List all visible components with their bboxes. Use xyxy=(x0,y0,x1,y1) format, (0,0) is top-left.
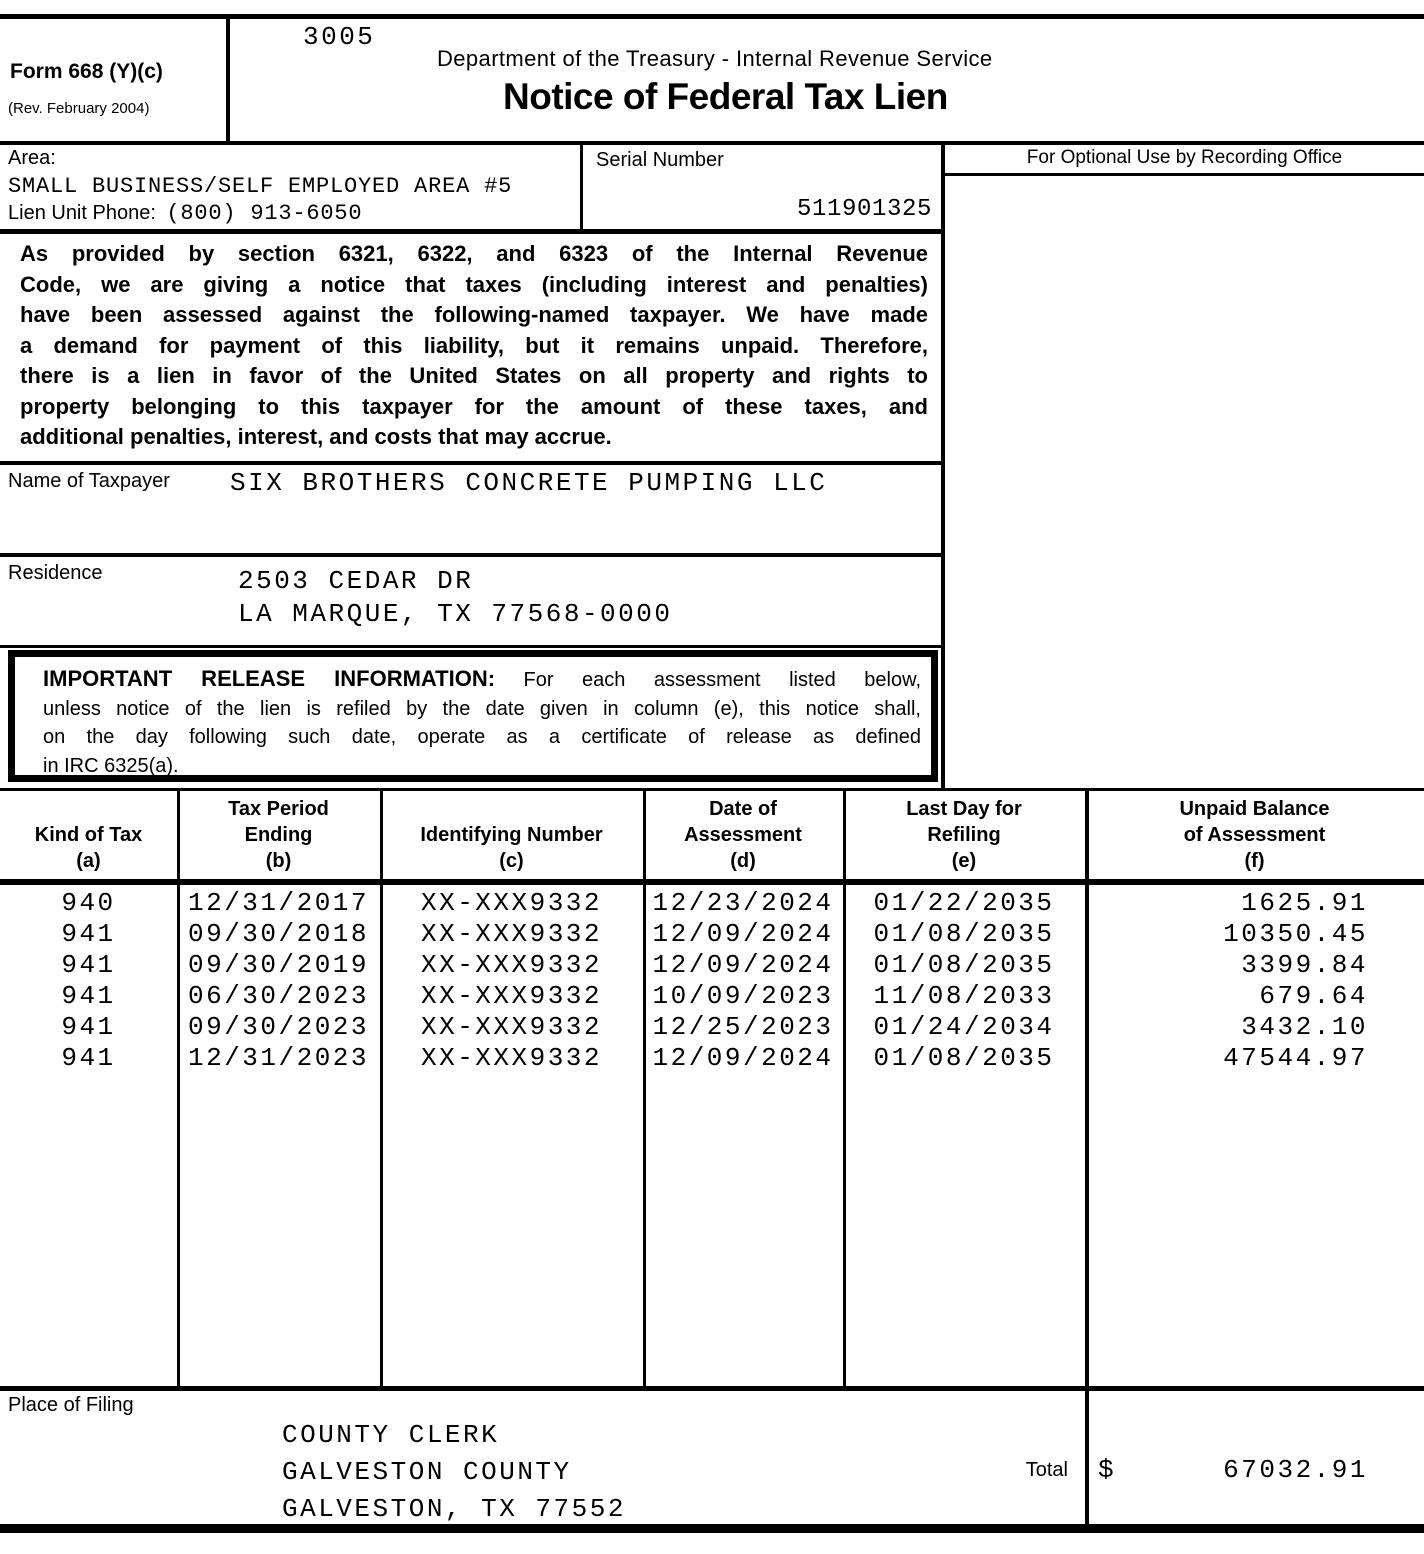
cell-unpaid-balance: 3432.10 xyxy=(1241,1012,1368,1042)
form-revision-label: (Rev. February 2004) xyxy=(8,100,150,117)
area-label: Area: xyxy=(8,147,56,169)
cell-last-day-refiling: 01/08/2035 xyxy=(873,919,1055,949)
table-row xyxy=(0,950,1424,981)
filing-line: COUNTY CLERK xyxy=(282,1420,500,1450)
notice-line: As provided by section 6321, 6322, and 6323 of the Internal Revenue xyxy=(20,241,928,266)
col-header-unpaid-balance xyxy=(1085,792,1424,876)
notice-box-top-border xyxy=(0,229,941,234)
cell-tax-period: 09/30/2018 xyxy=(187,919,370,949)
col-header-key: (c) xyxy=(499,850,524,872)
taxpayer-name: SIX BROTHERS CONCRETE PUMPING LLC xyxy=(230,468,828,498)
table-row xyxy=(0,981,1424,1012)
col-header-identifying-number xyxy=(380,792,643,876)
col-header-key: (d) xyxy=(730,850,756,872)
cell-kind-of-tax: 941 xyxy=(61,950,116,980)
cell-kind-of-tax: 941 xyxy=(61,1012,116,1042)
cell-identifying-number: XX-XXX9332 xyxy=(420,888,603,918)
department-line: Department of the Treasury - Internal Revenue Service xyxy=(437,46,993,71)
place-of-filing-label: Place of Filing xyxy=(8,1394,134,1416)
col-header-key: (f) xyxy=(1244,850,1265,872)
cell-unpaid-balance: 47544.97 xyxy=(1223,1043,1368,1073)
notice-line: property belonging to this taxpayer for the amount of these taxes, and xyxy=(20,393,928,419)
header-divider xyxy=(226,14,230,145)
release-info-text xyxy=(15,657,931,780)
col-header-date-of-assessment xyxy=(643,792,843,876)
total-label: Total xyxy=(1025,1459,1068,1481)
serial-number-label: Serial Number xyxy=(596,149,724,171)
release-info-heading: IMPORTANT RELEASE INFORMATION: xyxy=(43,666,496,691)
release-info-line xyxy=(43,665,921,695)
table-col-line-b-c xyxy=(380,788,383,1386)
col-header-line: Identifying Number xyxy=(420,824,603,846)
form-number-label: Form 668 (Y)(c) xyxy=(10,60,163,83)
cell-last-day-refiling: 11/08/2033 xyxy=(873,981,1055,1011)
cell-date-of-assessment: 12/09/2024 xyxy=(652,1043,834,1073)
lien-unit-phone-line xyxy=(8,201,362,226)
page-bottom-border xyxy=(0,1524,1424,1533)
cell-last-day-refiling: 01/22/2035 xyxy=(873,888,1055,918)
table-row xyxy=(0,1043,1424,1074)
doc-code: 3005 xyxy=(303,22,376,52)
filing-line: GALVESTON, TX 77552 xyxy=(282,1494,626,1524)
col-header-line: Date of xyxy=(709,798,777,820)
col-header-key: (e) xyxy=(951,850,977,872)
table-header-bottom-border xyxy=(0,879,1424,885)
notice-line: a demand for payment of this liability, but it remains unpaid. Therefore, xyxy=(20,332,928,358)
table-row xyxy=(0,1012,1424,1043)
table-row xyxy=(0,888,1424,919)
recording-panel-left-border xyxy=(941,141,945,788)
cell-date-of-assessment: 12/09/2024 xyxy=(652,919,834,949)
col-header-line: Ending xyxy=(244,824,313,846)
cell-unpaid-balance: 679.64 xyxy=(1259,981,1368,1011)
area-value: SMALL BUSINESS/SELF EMPLOYED AREA #5 xyxy=(8,174,513,199)
table-col-line-e-f xyxy=(1085,788,1089,1386)
cell-last-day-refiling: 01/08/2035 xyxy=(873,1043,1055,1073)
serial-number-value: 511901325 xyxy=(796,196,932,223)
cell-kind-of-tax: 940 xyxy=(61,888,116,918)
residence-label: Residence xyxy=(8,562,103,584)
cell-identifying-number: XX-XXX9332 xyxy=(420,981,603,1011)
notice-line: additional penalties, interest, and costs that may accrue. xyxy=(20,424,612,449)
cell-date-of-assessment: 10/09/2023 xyxy=(652,981,834,1011)
cell-unpaid-balance: 1625.91 xyxy=(1241,888,1368,918)
release-info-line: unless notice of the lien is refiled by the date given in column (e), this notice shall, xyxy=(43,697,921,720)
cell-tax-period: 12/31/2023 xyxy=(187,1043,370,1073)
filing-line: GALVESTON COUNTY xyxy=(282,1457,572,1487)
release-info-line1-rest: For each assessment listed below, xyxy=(523,669,921,691)
col-header-line: Assessment xyxy=(684,824,802,846)
notice-line: have been assessed against the following-named taxpayer. We have made xyxy=(20,302,928,327)
cell-kind-of-tax: 941 xyxy=(61,981,116,1011)
col-header-line: Last Day for xyxy=(906,798,1022,820)
cell-identifying-number: XX-XXX9332 xyxy=(420,919,603,949)
col-header-line: of Assessment xyxy=(1183,824,1326,846)
col-header-last-day-refiling xyxy=(843,792,1085,876)
table-top-border xyxy=(0,788,1424,791)
notice-line: there is a lien in favor of the United States on all property and rights to xyxy=(20,363,928,388)
header-bottom-border xyxy=(0,141,1424,145)
table-col-line-a-b xyxy=(177,788,180,1386)
cell-last-day-refiling: 01/24/2034 xyxy=(873,1012,1055,1042)
cell-tax-period: 06/30/2023 xyxy=(187,981,370,1011)
cell-date-of-assessment: 12/23/2024 xyxy=(652,888,834,918)
cell-identifying-number: XX-XXX9332 xyxy=(420,1043,603,1073)
table-row xyxy=(0,919,1424,950)
cell-kind-of-tax: 941 xyxy=(61,1043,116,1073)
page-title: Notice of Federal Tax Lien xyxy=(503,76,948,117)
col-header-key: (b) xyxy=(265,850,292,872)
cell-kind-of-tax: 941 xyxy=(61,919,116,949)
cell-date-of-assessment: 12/25/2023 xyxy=(652,1012,834,1042)
cell-identifying-number: XX-XXX9332 xyxy=(420,950,603,980)
release-info-line: in IRC 6325(a). xyxy=(43,754,179,777)
cell-unpaid-balance: 3399.84 xyxy=(1241,950,1368,980)
col-header-tax-period xyxy=(177,792,380,876)
table-col-line-c-d xyxy=(643,788,646,1386)
cell-date-of-assessment: 12/09/2024 xyxy=(652,950,834,980)
taxpayer-box-top-border xyxy=(0,461,941,465)
residence-address-line1: 2503 CEDAR DR xyxy=(238,566,474,596)
notice-line: Code, we are giving a notice that taxes (including interest and penalties) xyxy=(20,271,928,297)
col-header-line: Refiling xyxy=(927,824,1001,846)
statutory-notice-paragraph xyxy=(20,239,928,453)
serial-box-left-border xyxy=(580,141,583,232)
page-top-border xyxy=(0,14,1424,19)
lien-unit-phone-value: (800) 913-6050 xyxy=(166,201,363,226)
cell-tax-period: 09/30/2019 xyxy=(187,950,370,980)
cell-tax-period: 12/31/2017 xyxy=(187,888,370,918)
cell-unpaid-balance: 10350.45 xyxy=(1223,919,1368,949)
col-header-line: Unpaid Balance xyxy=(1179,798,1330,820)
col-header-line: Tax Period xyxy=(228,798,329,820)
release-info-line: on the day following such date, operate as a certificate of release as defined xyxy=(43,726,921,748)
recording-office-label: For Optional Use by Recording Office xyxy=(1026,147,1343,168)
col-header-line: Kind of Tax xyxy=(34,824,143,846)
residence-address-line2: LA MARQUE, TX 77568-0000 xyxy=(238,599,673,629)
cell-identifying-number: XX-XXX9332 xyxy=(420,1012,603,1042)
recording-panel-title-underline xyxy=(945,173,1424,176)
residence-box-top-border xyxy=(0,553,941,557)
total-value: 67032.91 xyxy=(1223,1455,1368,1485)
cell-tax-period: 09/30/2023 xyxy=(187,1012,370,1042)
taxpayer-label: Name of Taxpayer xyxy=(8,470,170,492)
col-header-key: (a) xyxy=(76,850,101,872)
lien-unit-phone-label: Lien Unit Phone: xyxy=(8,202,156,224)
table-col-line-d-e xyxy=(843,788,846,1386)
table-bottom-border xyxy=(0,1386,1424,1391)
cell-last-day-refiling: 01/08/2035 xyxy=(873,950,1055,980)
col-header-kind-of-tax xyxy=(0,792,177,876)
currency-symbol: $ xyxy=(1098,1455,1117,1485)
residence-box-bottom-border xyxy=(0,645,941,648)
release-info-box xyxy=(8,650,938,782)
